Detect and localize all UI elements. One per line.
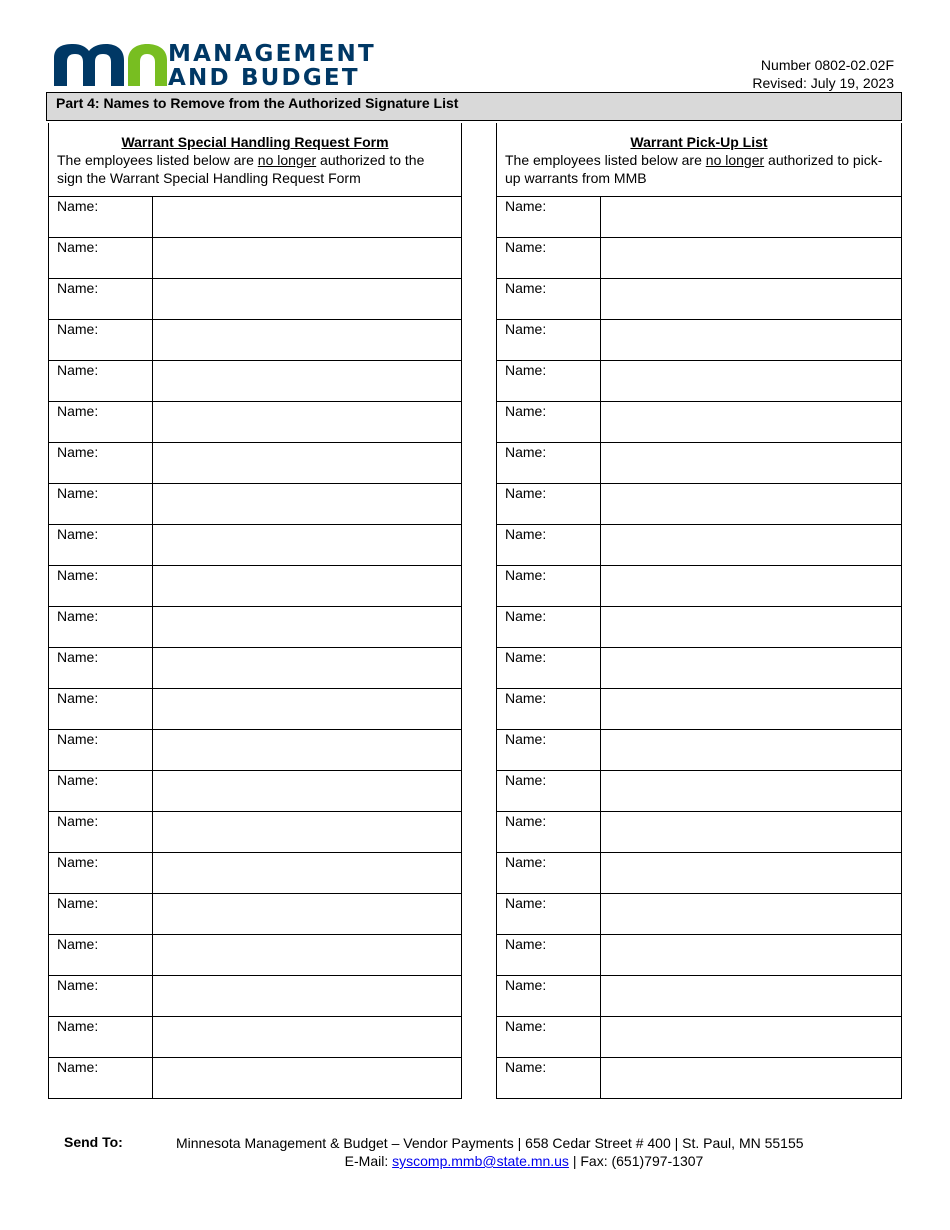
- name-row: [497, 647, 901, 688]
- name-label: Name:: [497, 1017, 601, 1057]
- name-label: Name:: [49, 238, 153, 278]
- special-handling-desc-end: authorized to the sign the Warrant Special Handling Request Form: [57, 152, 425, 186]
- name-label: Name:: [49, 935, 153, 975]
- name-label: Name:: [49, 771, 153, 811]
- pickup-list-desc-start: The employees listed below are: [505, 152, 706, 168]
- right-name-field[interactable]: [601, 279, 901, 319]
- logo-wordmark: [168, 42, 376, 90]
- name-row: [49, 483, 461, 524]
- name-row: [497, 524, 901, 565]
- name-row: [49, 237, 461, 278]
- right-name-field[interactable]: [601, 238, 901, 278]
- right-name-field[interactable]: [601, 402, 901, 442]
- logo-m-shape: [54, 44, 124, 86]
- name-row: [497, 893, 901, 934]
- name-row: [497, 319, 901, 360]
- left-name-field[interactable]: [153, 730, 461, 770]
- name-row: [497, 1016, 901, 1057]
- name-row: [49, 360, 461, 401]
- left-name-field[interactable]: [153, 648, 461, 688]
- pickup-list-desc-emphasis: no longer: [705, 152, 765, 168]
- name-row: [497, 770, 901, 811]
- name-label: Name:: [497, 894, 601, 934]
- name-label: Name:: [49, 648, 153, 688]
- name-row: [49, 893, 461, 934]
- name-label: Name:: [49, 361, 153, 401]
- special-handling-title: Warrant Special Handling Request Form: [121, 134, 389, 150]
- right-name-field[interactable]: [601, 566, 901, 606]
- name-row: [497, 401, 901, 442]
- name-label: Name:: [49, 566, 153, 606]
- name-label: Name:: [497, 935, 601, 975]
- name-label: Name:: [497, 197, 601, 237]
- revised-date: Revised: July 19, 2023: [752, 75, 894, 91]
- send-to-label: Send To:: [64, 1134, 123, 1150]
- name-label: Name:: [497, 607, 601, 647]
- right-name-field[interactable]: [601, 976, 901, 1016]
- name-label: Name:: [497, 771, 601, 811]
- name-row: [49, 524, 461, 565]
- name-row: [497, 565, 901, 606]
- left-name-field[interactable]: [153, 607, 461, 647]
- right-name-field[interactable]: [601, 320, 901, 360]
- form-number: Number 0802-02.02F: [760, 57, 894, 73]
- name-label: Name:: [497, 484, 601, 524]
- right-name-field[interactable]: [601, 853, 901, 893]
- left-name-field[interactable]: [153, 320, 461, 360]
- left-name-field[interactable]: [153, 894, 461, 934]
- right-name-field[interactable]: [601, 812, 901, 852]
- name-label: Name:: [49, 730, 153, 770]
- name-label: Name:: [497, 361, 601, 401]
- name-label: Name:: [497, 853, 601, 893]
- name-row: [497, 360, 901, 401]
- pickup-list-title: Warrant Pick-Up List: [630, 134, 768, 150]
- name-label: Name:: [497, 730, 601, 770]
- left-name-field[interactable]: [153, 935, 461, 975]
- name-row: [497, 442, 901, 483]
- name-label: Name:: [49, 443, 153, 483]
- name-row: [497, 934, 901, 975]
- left-name-field[interactable]: [153, 361, 461, 401]
- name-row: [49, 319, 461, 360]
- name-row: [49, 811, 461, 852]
- right-name-field[interactable]: [601, 607, 901, 647]
- name-row: [49, 647, 461, 688]
- pickup-list-header: [497, 123, 901, 196]
- special-handling-header: [49, 123, 461, 196]
- right-name-field[interactable]: [601, 771, 901, 811]
- right-name-field[interactable]: [601, 894, 901, 934]
- left-name-field[interactable]: [153, 484, 461, 524]
- right-name-field[interactable]: [601, 197, 901, 237]
- email-link[interactable]: syscomp.mmb@state.mn.us: [392, 1153, 569, 1169]
- name-label: Name:: [497, 279, 601, 319]
- right-name-field[interactable]: [601, 1058, 901, 1098]
- name-label: Name:: [49, 689, 153, 729]
- name-row: [49, 278, 461, 319]
- email-label: E-Mail:: [344, 1153, 393, 1169]
- right-name-field[interactable]: [601, 361, 901, 401]
- name-row: [49, 442, 461, 483]
- left-name-field[interactable]: [153, 197, 461, 237]
- name-row: [497, 483, 901, 524]
- name-label: Name:: [49, 279, 153, 319]
- special-handling-desc-start: The employees listed below are: [57, 152, 258, 168]
- name-row: [49, 688, 461, 729]
- left-name-field[interactable]: [153, 566, 461, 606]
- name-label: Name:: [497, 976, 601, 1016]
- name-label: Name:: [49, 894, 153, 934]
- pickup-list-rows: [497, 196, 901, 1098]
- name-label: Name:: [497, 443, 601, 483]
- send-to-contact: [176, 1152, 872, 1170]
- name-row: [497, 196, 901, 237]
- name-label: Name:: [49, 320, 153, 360]
- name-label: Name:: [49, 484, 153, 524]
- name-row: [49, 852, 461, 893]
- left-name-field[interactable]: [153, 1017, 461, 1057]
- left-name-field[interactable]: [153, 689, 461, 729]
- pickup-list-desc-end: authorized to pick-up warrants from MMB: [505, 152, 883, 186]
- fax-number: | Fax: (651)797-1307: [568, 1153, 704, 1169]
- right-name-field[interactable]: [601, 1017, 901, 1057]
- left-name-field[interactable]: [153, 1058, 461, 1098]
- left-name-field[interactable]: [153, 238, 461, 278]
- name-label: Name:: [49, 1058, 153, 1098]
- name-label: Name:: [49, 402, 153, 442]
- left-name-field[interactable]: [153, 443, 461, 483]
- name-row: [497, 852, 901, 893]
- name-label: Name:: [49, 1017, 153, 1057]
- name-label: Name:: [49, 607, 153, 647]
- pickup-list-panel: [496, 123, 902, 1099]
- name-label: Name:: [49, 812, 153, 852]
- name-label: Name:: [49, 525, 153, 565]
- name-row: [49, 196, 461, 237]
- name-label: Name:: [497, 648, 601, 688]
- name-row: [497, 688, 901, 729]
- name-row: [497, 606, 901, 647]
- name-row: [497, 237, 901, 278]
- logo-n-shape: [128, 44, 167, 86]
- name-label: Name:: [497, 402, 601, 442]
- left-name-field[interactable]: [153, 976, 461, 1016]
- special-handling-rows: [49, 196, 461, 1098]
- right-name-field[interactable]: [601, 443, 901, 483]
- name-label: Name:: [497, 525, 601, 565]
- name-row: [497, 729, 901, 770]
- right-name-field[interactable]: [601, 935, 901, 975]
- name-label: Name:: [497, 812, 601, 852]
- name-label: Name:: [49, 976, 153, 1016]
- right-name-field[interactable]: [601, 525, 901, 565]
- name-label: Name:: [49, 197, 153, 237]
- name-row: [49, 1016, 461, 1057]
- name-label: Name:: [497, 689, 601, 729]
- name-row: [49, 606, 461, 647]
- name-label: Name:: [49, 853, 153, 893]
- name-row: [497, 811, 901, 852]
- logo-line-1: MANAGEMENT: [168, 41, 376, 67]
- name-row: [49, 729, 461, 770]
- name-row: [497, 278, 901, 319]
- special-handling-panel: [48, 123, 462, 1099]
- name-row: [49, 1057, 461, 1098]
- name-row: [49, 975, 461, 1016]
- left-name-field[interactable]: [153, 812, 461, 852]
- left-name-field[interactable]: [153, 771, 461, 811]
- name-label: Name:: [497, 566, 601, 606]
- name-label: Name:: [497, 1058, 601, 1098]
- name-row: [497, 1057, 901, 1098]
- left-name-field[interactable]: [153, 402, 461, 442]
- name-label: Name:: [497, 238, 601, 278]
- name-label: Name:: [497, 320, 601, 360]
- left-name-field[interactable]: [153, 525, 461, 565]
- name-row: [49, 565, 461, 606]
- name-row: [49, 770, 461, 811]
- part-4-header: Part 4: Names to Remove from the Authorized Signature List: [46, 92, 902, 121]
- right-name-field[interactable]: [601, 730, 901, 770]
- name-row: [49, 401, 461, 442]
- name-row: [497, 975, 901, 1016]
- send-to-address: Minnesota Management & Budget – Vendor Payments | 658 Cedar Street # 400 | St. Paul, MN 55155: [176, 1135, 804, 1151]
- logo-line-2: AND BUDGET: [168, 65, 360, 91]
- left-name-field[interactable]: [153, 279, 461, 319]
- right-name-field[interactable]: [601, 689, 901, 729]
- right-name-field[interactable]: [601, 648, 901, 688]
- name-row: [49, 934, 461, 975]
- right-name-field[interactable]: [601, 484, 901, 524]
- left-name-field[interactable]: [153, 853, 461, 893]
- document-info: [752, 56, 894, 92]
- special-handling-desc-emphasis: no longer: [257, 152, 317, 168]
